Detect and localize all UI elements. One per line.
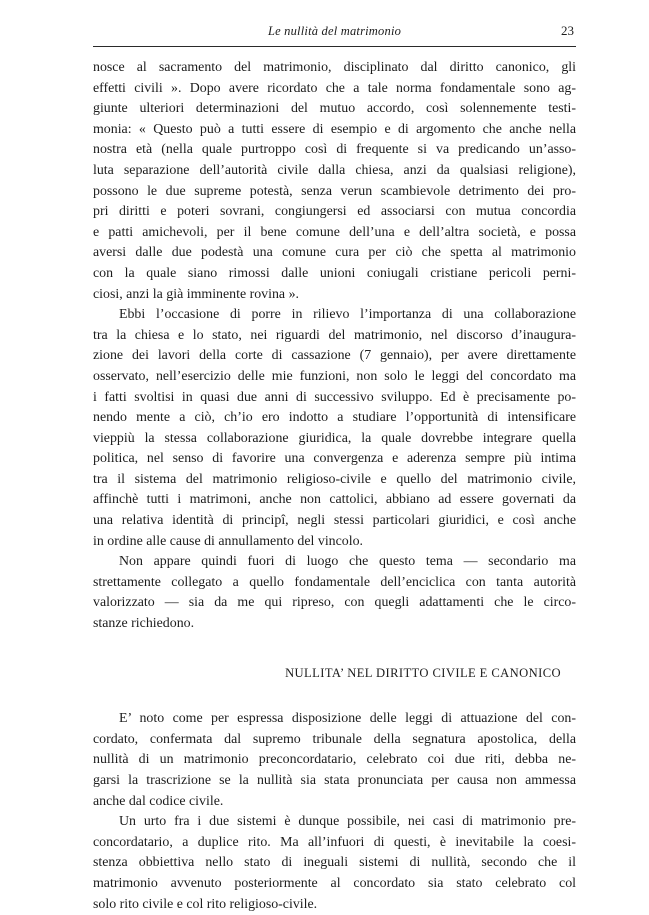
text-line: effetti civili ». Dopo avere ricordato che a tale norma fondamentale sono ag-: [93, 80, 576, 96]
text-line: matrimonio avvenuto posteriormente al concordato sia stato celebrato col: [93, 875, 576, 891]
text-line: stenza obbiettiva nello stato di ineguali sistemi di nullità, secondo che il: [93, 855, 576, 871]
text-line: Un urto fra i due sistemi è dunque possibile, nei casi di matrimonio pre-: [119, 814, 576, 830]
running-title: Le nullità del matrimonio: [267, 24, 402, 38]
text-line: luta separazione dell’autorità civile dalla chiesa, anzi da qualsiasi religione),: [93, 162, 576, 178]
text-line: tra il sistema del matrimonio religioso-civile e quello del matrimonio civile,: [93, 471, 576, 487]
text-line: garsi la trascrizione se la nullità sia stata pronunciata per causa non ammessa: [93, 773, 576, 788]
text-line: concordatario, a duplice rito. Ma all’infuori di questi, è inevitabile la coesi-: [93, 834, 576, 850]
text-line: nostra età (nella quale purtroppo così di frequente si va predicando un’asso-: [93, 142, 576, 158]
text-line: cordato, confermata dal supremo tribunale della segnatura apostolica, della: [93, 731, 576, 747]
text-line: nullità di un matrimonio preconcordatario, celebrato coi due riti, debba ne-: [93, 752, 576, 768]
text-line: E’ noto come per espressa disposizione delle leggi di attuazione del con-: [119, 711, 576, 727]
text-line: Non appare quindi fuori di luogo che questo tema — secondario ma: [119, 554, 576, 570]
text-line: affinchè tutti i matrimoni, anche non cattolici, abbiano ad essere governati da: [93, 492, 576, 508]
text-line: vieppiù la stessa collaborazione giuridica, la quale dovrebbe integrare quella: [93, 430, 576, 446]
text-line: Ebbi l’occasione di porre in rilievo l’importanza di una collaborazione: [119, 307, 576, 323]
page-number: 23: [561, 23, 574, 38]
text-line: giunte ulteriori determinazioni del mutuo accordo, così solennemente testi-: [93, 101, 576, 117]
page-header: [93, 22, 576, 47]
body-text: [93, 58, 576, 915]
text-line: tra la chiesa e lo stato, nei riguardi del matrimonio, nel discorso d’inaugura-: [93, 327, 576, 343]
text-line: solo rito civile e col rito religioso-civile.: [93, 896, 318, 912]
text-line: con la quale siano rimossi dalle unioni coniugali cristiane pericoli perni-: [93, 265, 576, 281]
text-line: una relativa identità di principî, negli stessi particolari giuridici, e così anche: [93, 513, 576, 529]
text-line: ciosi, anzi la già imminente rovina ».: [93, 286, 299, 302]
text-line: e patti amichevoli, per il bene comune dell’una e dell’altra società, e possa: [93, 224, 576, 240]
section-heading: NULLITA’ NEL DIRITTO CIVILE E CANONICO: [285, 665, 561, 680]
text-line: valorizzato — sia da me qui ripreso, con quegli adattamenti che le circo-: [93, 595, 576, 611]
text-line: monia: « Questo può a tutti essere di esempio e di argomento che anche nella: [93, 121, 576, 137]
text-line: possono le due supreme potestà, senza verun scambievole detrimento dei pro-: [93, 183, 576, 199]
text-line: in ordine alle cause di annullamento del vincolo.: [93, 533, 364, 549]
text-line: nendo mente a ciò, ch’io ero indotto a studiare l’opportunità di intensificare: [93, 410, 576, 426]
text-line: anche dal codice civile.: [93, 793, 224, 809]
text-line: stanze richiedono.: [93, 616, 195, 632]
text-line: strettamente collegato a quello fondamentale dell’enciclica con tanta autorità: [93, 574, 576, 590]
text-line: politica, nel senso di favorire una convergenza e aderenza sempre più intima: [93, 451, 576, 467]
text-line: osservato, nell’esercizio delle mie funzioni, non solo le leggi del concordato ma: [93, 368, 576, 384]
text-line: aversi dalle due podestà una comune cura per ciò che spetta al matrimonio: [93, 245, 576, 261]
text-line: i fatti svoltisi in quasi due anni di successivo sviluppo. Ed è precisamente po-: [93, 389, 576, 405]
text-line: zione dei lavori della corte di cassazione (7 gennaio), per avere direttamente: [93, 348, 576, 364]
text-line: nosce al sacramento del matrimonio, disciplinato dal diritto canonico, gli: [93, 60, 576, 75]
text-line: pri diritti e poteri sovrani, congiungersi ed associarsi con mutua concordia: [93, 204, 576, 220]
